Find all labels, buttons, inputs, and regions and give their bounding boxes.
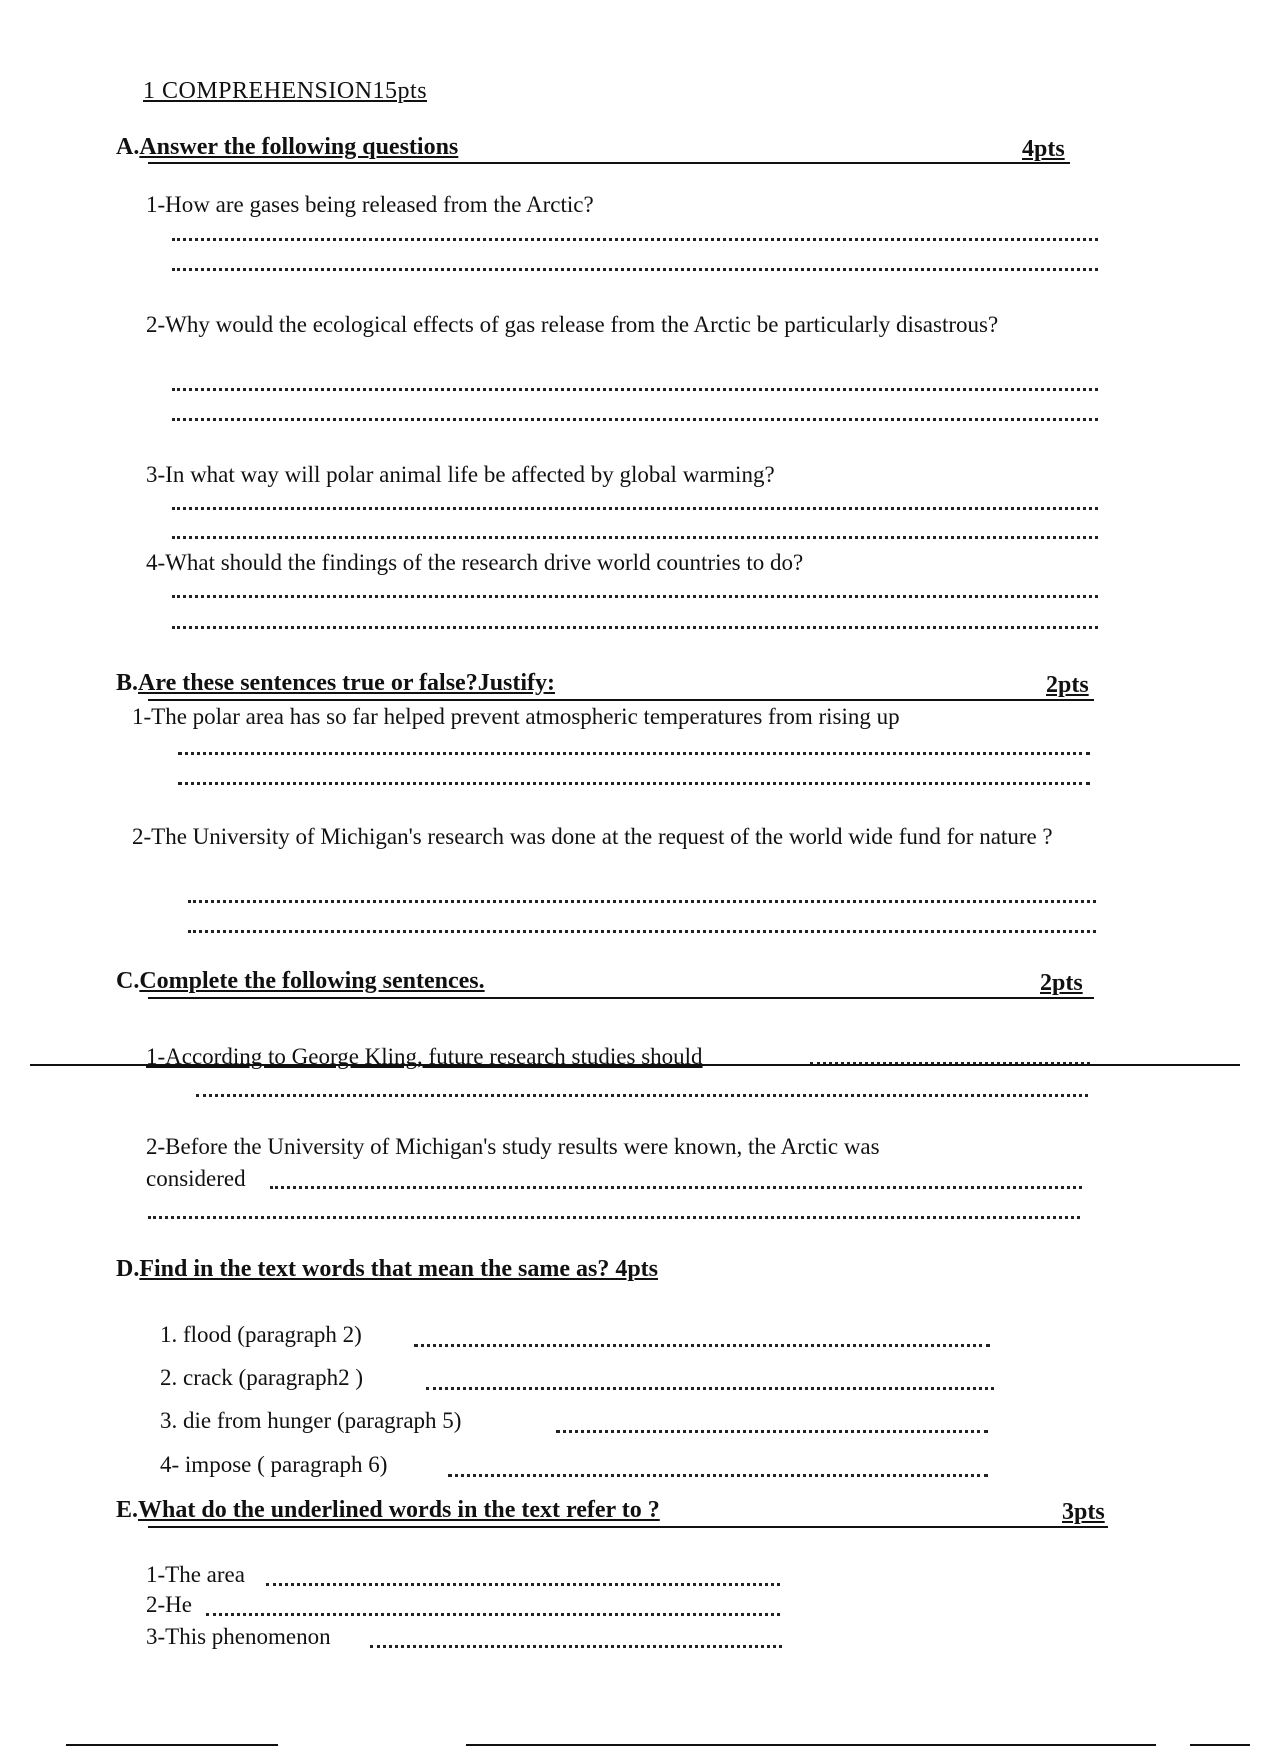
question-a2: 2-Why would the ecological effects of gas release from the Arctic be particularly disastrous? [146, 312, 999, 337]
section-e-points: 3pts [1062, 1499, 1105, 1525]
answer-line[interactable] [206, 1613, 780, 1616]
answer-line[interactable] [266, 1583, 780, 1586]
scan-line [30, 1064, 1240, 1066]
answer-line[interactable] [172, 238, 1098, 241]
answer-line[interactable] [556, 1430, 988, 1433]
answer-line[interactable] [270, 1186, 1082, 1189]
sentence-c1: 1-According to George Kling, future research studies should [146, 1044, 703, 1069]
answer-line[interactable] [178, 752, 1090, 755]
answer-line[interactable] [370, 1645, 782, 1648]
list-item-d4: 4- impose ( paragraph 6) [160, 1452, 388, 1477]
answer-line[interactable] [148, 1216, 1080, 1219]
answer-line[interactable] [414, 1344, 990, 1347]
section-e-rule [148, 1526, 1108, 1528]
section-a-heading: Answer the following questions [139, 134, 459, 160]
question-b2: 2-The University of Michigan's research was done at the request of the world wide fund for nature ? [132, 824, 1053, 849]
sentence-c2: 2-Before the University of Michigan's study results were known, the Arctic was [146, 1134, 880, 1159]
answer-line[interactable] [188, 900, 1096, 903]
list-item-e1: 1-The area [146, 1562, 245, 1587]
answer-line[interactable] [178, 782, 1090, 785]
list-item-e2: 2-He [146, 1592, 192, 1617]
section-d-heading: Find in the text words that mean the same as? 4pts [139, 1256, 659, 1282]
section-b-letter: B. [116, 670, 139, 696]
footer-line [66, 1744, 278, 1746]
footer-line [1190, 1744, 1250, 1746]
section-e-header [116, 1497, 660, 1524]
section-b-header [116, 670, 555, 697]
section-c-points: 2pts [1040, 970, 1083, 996]
section-e-heading: What do the underlined words in the text refer to ? [138, 1497, 660, 1523]
question-a3: 3-In what way will polar animal life be affected by global warming? [146, 462, 775, 487]
question-a4: 4-What should the findings of the research drive world countries to do? [146, 550, 804, 575]
footer-line [466, 1744, 1156, 1746]
page-title: 1 COMPREHENSION15pts [143, 78, 428, 104]
question-a1: 1-How are gases being released from the Arctic? [146, 192, 594, 217]
answer-line[interactable] [448, 1474, 988, 1477]
section-a-rule [148, 162, 1070, 164]
section-a-letter: A. [116, 134, 140, 160]
section-b-rule [148, 699, 1094, 701]
answer-line[interactable] [172, 268, 1098, 271]
answer-line[interactable] [172, 536, 1098, 539]
answer-line[interactable] [196, 1094, 1088, 1097]
section-a-header [116, 134, 458, 161]
section-a-points: 4pts [1022, 136, 1065, 162]
answer-line[interactable] [172, 418, 1098, 421]
list-item-d3: 3. die from hunger (paragraph 5) [160, 1408, 462, 1433]
section-c-heading: Complete the following sentences. [139, 968, 485, 994]
answer-line[interactable] [172, 595, 1098, 598]
section-c-header [116, 968, 485, 995]
answer-line[interactable] [172, 507, 1098, 510]
list-item-e3: 3-This phenomenon [146, 1624, 331, 1649]
answer-line[interactable] [188, 930, 1096, 933]
section-b-points: 2pts [1046, 672, 1089, 698]
section-b-heading: Are these sentences true or false?Justify: [138, 670, 556, 696]
sentence-c2-continued: considered [146, 1166, 246, 1191]
list-item-d2: 2. crack (paragraph2 ) [160, 1365, 364, 1390]
answer-line[interactable] [172, 626, 1098, 629]
question-b1: 1-The polar area has so far helped prevent atmospheric temperatures from rising up [132, 704, 900, 729]
answer-line[interactable] [426, 1387, 994, 1390]
section-e-letter: E. [116, 1497, 139, 1523]
section-d-letter: D. [116, 1256, 140, 1282]
section-d-header [116, 1256, 658, 1283]
list-item-d1: 1. flood (paragraph 2) [160, 1322, 362, 1347]
section-c-rule [148, 997, 1094, 999]
answer-line[interactable] [172, 388, 1098, 391]
section-c-letter: C. [116, 968, 140, 994]
